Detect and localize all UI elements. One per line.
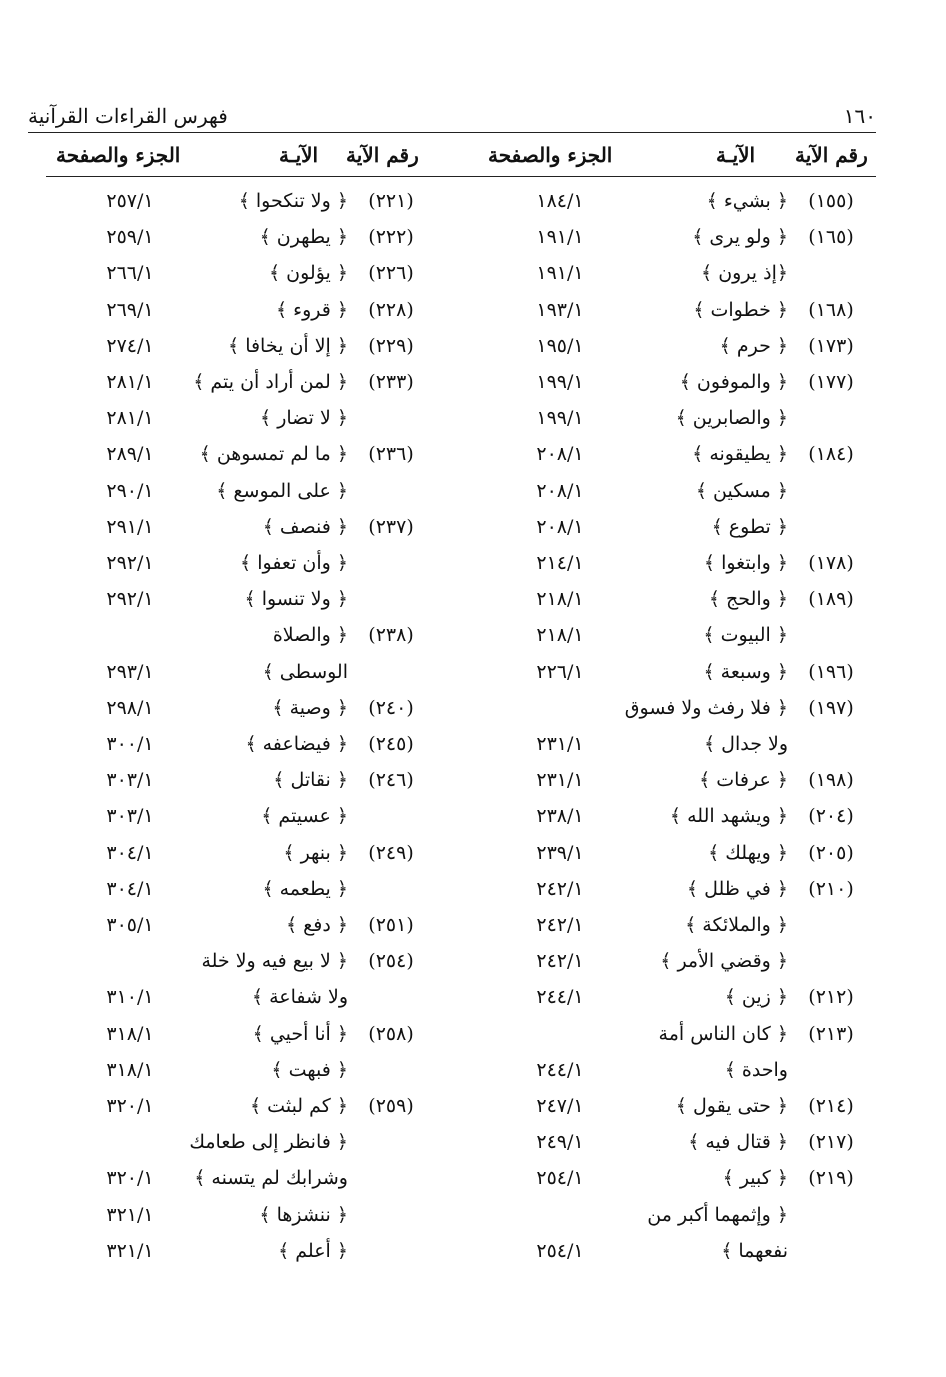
verse-number: (٢٥٤) bbox=[368, 950, 414, 973]
part-page: ١٩١/١ bbox=[536, 226, 584, 249]
verse-text: ﴿ قروء ﴾ bbox=[275, 298, 348, 321]
verse-number: (٢٣٦) bbox=[368, 443, 414, 466]
verse-text: ﴿ والحج ﴾ bbox=[708, 588, 788, 611]
part-page: ٢٤٩/١ bbox=[536, 1131, 584, 1154]
part-page: ٢٧٤/١ bbox=[106, 334, 154, 357]
part-page: ٢٥٤/١ bbox=[536, 1239, 584, 1262]
verse-number: (٢١٠) bbox=[808, 877, 854, 900]
verse-number: (١٨٩) bbox=[808, 588, 854, 611]
part-page: ١٩٩/١ bbox=[536, 407, 584, 430]
part-page: ٢٤٤/١ bbox=[536, 1058, 584, 1081]
verse-text: ﴿ ما لم تمسوهن ﴾ bbox=[199, 443, 348, 466]
part-page: ٢٤٤/١ bbox=[536, 986, 584, 1009]
part-page: ٣٠٤/١ bbox=[106, 877, 154, 900]
verse-number: (١٩٨) bbox=[808, 769, 854, 792]
table-row bbox=[0, 1200, 946, 1236]
verse-number: (١٧٨) bbox=[808, 552, 854, 574]
verse-text: ﴿ والملائكة ﴾ bbox=[685, 914, 788, 936]
verse-text: ﴿ يطعمه ﴾ bbox=[262, 877, 348, 900]
part-page: ٢٩٨/١ bbox=[106, 696, 154, 719]
verse-text: ﴿ إلا أن يخافا ﴾ bbox=[228, 334, 348, 357]
verse-number: (٢٤٥) bbox=[368, 733, 414, 755]
verse-text: ﴿ قتال فيه ﴾ bbox=[688, 1131, 788, 1154]
verse-number: (٢٥٨) bbox=[368, 1022, 414, 1045]
table-row bbox=[0, 1055, 946, 1091]
verse-number: (١٥٥) bbox=[808, 190, 854, 212]
part-page: ٢٣٩/١ bbox=[536, 841, 584, 864]
table-row bbox=[0, 1163, 946, 1199]
verse-text: ﴿ بشيء ﴾ bbox=[706, 190, 788, 212]
table-row bbox=[0, 548, 946, 584]
right-col-verse-header: الآيـة bbox=[716, 143, 756, 167]
table-row bbox=[0, 367, 946, 403]
verse-text: ﴿ حتى يقول ﴾ bbox=[675, 1095, 788, 1117]
table-row bbox=[0, 222, 946, 258]
left-col-part-page-header: الجزء والصفحة bbox=[56, 143, 181, 167]
table-row bbox=[0, 1019, 946, 1055]
verse-text: ﴿ بنهر ﴾ bbox=[283, 841, 348, 864]
part-page: ٣١٨/١ bbox=[106, 1058, 154, 1081]
verse-number: (١٦٥) bbox=[808, 226, 854, 249]
part-page: ٣١٠/١ bbox=[106, 986, 154, 1009]
verse-text: ولا شفاعة ﴾ bbox=[251, 986, 348, 1009]
verse-text: ﴿ زين ﴾ bbox=[724, 986, 788, 1009]
part-page: ٢٩٢/١ bbox=[106, 552, 154, 574]
verse-text: نفعهما ﴾ bbox=[721, 1239, 788, 1262]
verse-text: واحدة ﴾ bbox=[724, 1058, 788, 1081]
table-row bbox=[0, 946, 946, 982]
verse-number: (٢٤٠) bbox=[368, 696, 414, 719]
table-row bbox=[0, 295, 946, 331]
verse-number: (١٩٧) bbox=[808, 696, 854, 719]
verse-text: ﴿ في ظلل ﴾ bbox=[686, 877, 788, 900]
verse-text: ﴿ وأن تعفوا ﴾ bbox=[240, 552, 348, 574]
column-header-rule bbox=[46, 176, 876, 177]
verse-text: ﴿ وابتغوا ﴾ bbox=[703, 552, 788, 574]
part-page: ٢٨١/١ bbox=[106, 371, 154, 393]
table-row bbox=[0, 765, 946, 801]
part-page: ٣٢١/١ bbox=[106, 1203, 154, 1226]
part-page: ٢٣١/١ bbox=[536, 733, 584, 755]
part-page: ٢٩٠/١ bbox=[106, 479, 154, 502]
part-page: ٢٥٧/١ bbox=[106, 190, 154, 212]
verse-text: الوسطى ﴾ bbox=[262, 660, 348, 683]
table-row bbox=[0, 476, 946, 512]
verse-text: ﴿ كبير ﴾ bbox=[722, 1167, 788, 1190]
part-page: ٢٥٤/١ bbox=[536, 1167, 584, 1190]
part-page: ٢٨٩/١ bbox=[106, 443, 154, 466]
table-row bbox=[0, 910, 946, 946]
part-page: ٢١٨/١ bbox=[536, 588, 584, 611]
verse-text: ﴿ فانظر إلى طعامك bbox=[189, 1131, 348, 1154]
verse-text: ﴿ أنا أحيي ﴾ bbox=[252, 1022, 348, 1045]
verse-number: (٢١٤) bbox=[808, 1095, 854, 1117]
verse-number: (١٧٣) bbox=[808, 334, 854, 357]
table-row bbox=[0, 1236, 946, 1272]
part-page: ٢١٨/١ bbox=[536, 624, 584, 647]
verse-text: ﴿ يؤلون ﴾ bbox=[268, 262, 348, 285]
verse-number: (٢٢٢) bbox=[368, 226, 414, 249]
verse-text: ﴿ ولا تنكحوا ﴾ bbox=[238, 190, 348, 212]
verse-text: ﴿ كم لبثت ﴾ bbox=[250, 1095, 348, 1117]
part-page: ١٩٩/١ bbox=[536, 371, 584, 393]
part-page: ٣٢٠/١ bbox=[106, 1167, 154, 1190]
verse-number: (٢٠٤) bbox=[808, 805, 854, 828]
part-page: ٢٣٨/١ bbox=[536, 805, 584, 828]
part-page: ١٩٥/١ bbox=[536, 334, 584, 357]
table-row bbox=[0, 729, 946, 765]
part-page: ٢٥٩/١ bbox=[106, 226, 154, 249]
part-page: ٢٩١/١ bbox=[106, 515, 154, 538]
part-page: ٢٤٢/١ bbox=[536, 877, 584, 900]
table-row bbox=[0, 693, 946, 729]
verse-text: ﴿ أعلم ﴾ bbox=[278, 1239, 348, 1262]
table-row bbox=[0, 620, 946, 656]
verse-number: (٢٤٩) bbox=[368, 841, 414, 864]
verse-text: ﴿ عرفات ﴾ bbox=[699, 769, 788, 792]
verse-text: ﴿ فنصف ﴾ bbox=[262, 515, 348, 538]
part-page: ٢٠٨/١ bbox=[536, 479, 584, 502]
verse-number: (١٨٤) bbox=[808, 443, 854, 466]
verse-text: ﴿ وإثمهما أكبر من bbox=[647, 1203, 788, 1226]
part-page: ٣٢١/١ bbox=[106, 1239, 154, 1262]
page-number: ١٦٠ bbox=[843, 104, 876, 128]
verse-number: (٢٥٩) bbox=[368, 1095, 414, 1117]
table-row bbox=[0, 439, 946, 475]
part-page: ٣٠٣/١ bbox=[106, 769, 154, 792]
verse-text: ﴿ على الموسع ﴾ bbox=[216, 479, 348, 502]
verse-number: (٢٤٦) bbox=[368, 769, 414, 792]
table-row bbox=[0, 1091, 946, 1127]
header-rule bbox=[28, 132, 876, 133]
verse-number: (٢٥١) bbox=[368, 914, 414, 936]
part-page: ٣٠٠/١ bbox=[106, 733, 154, 755]
part-page: ٢٤٢/١ bbox=[536, 914, 584, 936]
part-page: ٢٢٦/١ bbox=[536, 660, 584, 683]
verse-text: ﴿ حرم ﴾ bbox=[719, 334, 788, 357]
verse-text: ﴿ والموفون ﴾ bbox=[679, 371, 788, 393]
verse-text: ﴿ دفع ﴾ bbox=[285, 914, 348, 936]
verse-text: ﴿ لا تضار ﴾ bbox=[260, 407, 348, 430]
part-page: ١٩٣/١ bbox=[536, 298, 584, 321]
verse-text: ﴿ والصلاة bbox=[272, 624, 348, 647]
part-page: ٢٦٦/١ bbox=[106, 262, 154, 285]
verse-number: (١٦٨) bbox=[808, 298, 854, 321]
part-page: ٢٤٧/١ bbox=[536, 1095, 584, 1117]
part-page: ٣٠٣/١ bbox=[106, 805, 154, 828]
verse-text: ﴿ تطوع ﴾ bbox=[711, 515, 788, 538]
verse-number: (٢٢٨) bbox=[368, 298, 414, 321]
table-row bbox=[0, 874, 946, 910]
left-col-verse-header: الآيـة bbox=[279, 143, 319, 167]
part-page: ٣٠٥/١ bbox=[106, 914, 154, 936]
part-page: ٢٨١/١ bbox=[106, 407, 154, 430]
table-row bbox=[0, 512, 946, 548]
verse-number: (٢٢١) bbox=[368, 190, 414, 212]
part-page: ٣٢٠/١ bbox=[106, 1095, 154, 1117]
verse-number: (٢٢٩) bbox=[368, 334, 414, 357]
page-header bbox=[28, 104, 876, 132]
part-page: ٢٦٩/١ bbox=[106, 298, 154, 321]
part-page: ٢٠٨/١ bbox=[536, 515, 584, 538]
part-page: ٢١٤/١ bbox=[536, 552, 584, 574]
verse-text: ﴿ وقضي الأمر ﴾ bbox=[660, 950, 788, 973]
table-row bbox=[0, 331, 946, 367]
part-page: ٢٠٨/١ bbox=[536, 443, 584, 466]
verse-text: ﴿ ولا تنسوا ﴾ bbox=[244, 588, 348, 611]
verse-number: (١٧٧) bbox=[808, 371, 854, 393]
table-row bbox=[0, 838, 946, 874]
table-row bbox=[0, 1127, 946, 1163]
part-page: ٢٣١/١ bbox=[536, 769, 584, 792]
verse-text: ﴿ فيضاعفه ﴾ bbox=[245, 733, 348, 755]
verse-number: (٢٣٧) bbox=[368, 515, 414, 538]
verse-text: ﴿ لمن أراد أن يتم ﴾ bbox=[193, 371, 348, 393]
verse-text: ﴿ ويشهد الله ﴾ bbox=[669, 805, 788, 828]
verse-text: ﴿ لا بيع فيه ولا خلة bbox=[201, 950, 348, 973]
part-page: ٣٠٤/١ bbox=[106, 841, 154, 864]
verse-text: ﴿ خطوات ﴾ bbox=[693, 298, 788, 321]
verse-number: (٢١٧) bbox=[808, 1131, 854, 1154]
verse-number: (٢٠٥) bbox=[808, 841, 854, 864]
verse-text: ﴿ ننشزها ﴾ bbox=[259, 1203, 348, 1226]
verse-number: (٢١٩) bbox=[808, 1167, 854, 1190]
verse-text: ﴿ والصابرين ﴾ bbox=[675, 407, 788, 430]
table-row bbox=[0, 982, 946, 1018]
part-page: ٣١٨/١ bbox=[106, 1022, 154, 1045]
table-row bbox=[0, 584, 946, 620]
part-page: ٢٩٣/١ bbox=[106, 660, 154, 683]
verse-text: ﴿ نقاتل ﴾ bbox=[273, 769, 348, 792]
verse-number: (٢١٣) bbox=[808, 1022, 854, 1045]
verse-text: ﴿ عسيتم ﴾ bbox=[261, 805, 348, 828]
table-row bbox=[0, 801, 946, 837]
verse-text: ﴿ فلا رفث ولا فسوق bbox=[624, 696, 788, 719]
verse-text: ﴿ وصية ﴾ bbox=[272, 696, 348, 719]
verse-text: ﴿ كان الناس أمة bbox=[658, 1022, 788, 1045]
verse-number: (٢٢٦) bbox=[368, 262, 414, 285]
verse-number: (١٩٦) bbox=[808, 660, 854, 683]
verse-text: ﴿ يطهرن ﴾ bbox=[259, 226, 348, 249]
part-page: ١٩١/١ bbox=[536, 262, 584, 285]
verse-text: وشرابك لم يتسنه ﴾ bbox=[194, 1167, 348, 1190]
table-row bbox=[0, 258, 946, 294]
running-title: فهرس القراءات القرآنية bbox=[28, 104, 228, 128]
verse-text: ﴿ مسكين ﴾ bbox=[695, 479, 788, 502]
verse-text: ﴿إذ يرون ﴾ bbox=[701, 262, 788, 285]
verse-text: ﴿ ويهلك ﴾ bbox=[708, 841, 788, 864]
verse-text: ولا جدال ﴾ bbox=[703, 733, 788, 755]
part-page: ٢٩٢/١ bbox=[106, 588, 154, 611]
table-row bbox=[0, 403, 946, 439]
verse-number: (٢٣٣) bbox=[368, 371, 414, 393]
verse-text: ﴿ يطيقونه ﴾ bbox=[692, 443, 788, 466]
verse-text: ﴿ ولو يرى ﴾ bbox=[692, 226, 788, 249]
part-page: ٢٤٢/١ bbox=[536, 950, 584, 973]
verse-text: ﴿ وسبعة ﴾ bbox=[703, 660, 788, 683]
verse-number: (٢١٢) bbox=[808, 986, 854, 1009]
part-page: ١٨٤/١ bbox=[536, 190, 584, 212]
verse-text: ﴿ البيوت ﴾ bbox=[703, 624, 788, 647]
verse-number: (٢٣٨) bbox=[368, 624, 414, 647]
table-row bbox=[0, 657, 946, 693]
right-col-part-page-header: الجزء والصفحة bbox=[488, 143, 613, 167]
verse-text: ﴿ فبهت ﴾ bbox=[271, 1058, 348, 1081]
left-col-verse-number-header: رقم الآية bbox=[346, 143, 419, 167]
right-col-verse-number-header: رقم الآية bbox=[795, 143, 868, 167]
table-row bbox=[0, 186, 946, 222]
